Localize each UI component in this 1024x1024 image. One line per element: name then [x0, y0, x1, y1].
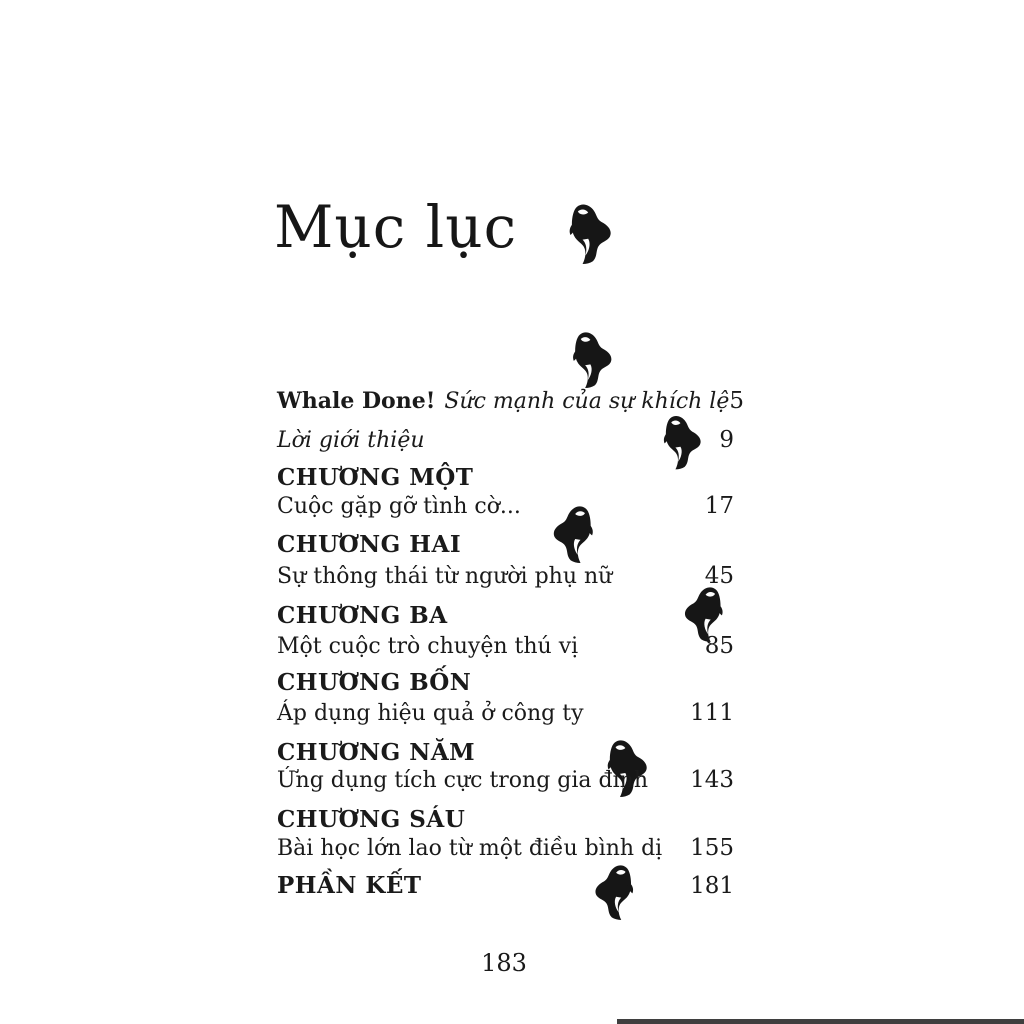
toc-chapter-heading-label: CHƯƠNG SÁU — [277, 806, 466, 833]
toc-entry-label — [277, 386, 729, 417]
toc-page-number: 181 — [690, 873, 734, 899]
toc-chapter-heading-label: CHƯƠNG BA — [277, 602, 448, 629]
toc-page-number: 111 — [690, 700, 734, 726]
toc-chapter-heading — [277, 668, 734, 698]
toc-page-number: 5 — [729, 388, 745, 414]
toc-chapter-heading-label: CHƯƠNG HAI — [277, 531, 462, 558]
toc-page-number: 9 — [719, 427, 734, 453]
toc-chapter-heading-label: CHƯƠNG NĂM — [277, 739, 476, 766]
toc-entry-intro — [277, 425, 734, 456]
toc-page-number: 45 — [704, 563, 734, 589]
toc-page-number: 85 — [704, 633, 734, 659]
toc-chapter-subtitle: Sự thông thái từ người phụ nữ — [277, 564, 613, 589]
toc-entry-book-title — [277, 386, 745, 417]
toc-chapter-heading — [277, 530, 734, 560]
toc-page-number: 143 — [690, 767, 734, 793]
toc-chapter-subtitle-row — [277, 491, 734, 522]
toc-page-number: 155 — [690, 835, 734, 861]
toc-entry-ending — [277, 871, 734, 901]
toc-book-title-bold: Whale Done! — [277, 388, 436, 414]
toc-chapter-heading — [277, 601, 734, 631]
toc-entry-label: Lời giới thiệu — [277, 428, 425, 453]
toc-chapter-subtitle: Ứng dụng tích cực trong gia đình — [277, 768, 648, 793]
orca-whale-icon — [571, 332, 615, 388]
toc-chapter-subtitle-row — [277, 698, 734, 729]
toc-chapter-subtitle: Bài học lớn lao từ một điều bình dị — [277, 836, 663, 861]
toc-chapter-heading — [277, 738, 734, 768]
toc-ending-heading-label: PHẦN KẾT — [277, 872, 422, 899]
footer-page-number: 183 — [481, 949, 527, 977]
toc-chapter-subtitle: Áp dụng hiệu quả ở công ty — [277, 701, 584, 726]
toc-chapter-heading-label: CHƯƠNG MỘT — [277, 464, 474, 491]
toc-page-number: 17 — [704, 493, 734, 519]
toc-chapter-subtitle-row — [277, 561, 734, 592]
toc-chapter-subtitle: Một cuộc trò chuyện thú vị — [277, 634, 579, 659]
toc-chapter-subtitle: Cuộc gặp gỡ tình cờ... — [277, 494, 521, 519]
toc-chapter-subtitle-row — [277, 631, 734, 662]
toc-chapter-subtitle-row — [277, 833, 734, 864]
toc-chapter-heading-label: CHƯƠNG BỐN — [277, 669, 472, 696]
orca-whale-icon — [564, 204, 618, 264]
toc-chapter-heading — [277, 805, 734, 835]
toc-chapter-heading — [277, 463, 734, 493]
toc-book-subtitle-italic: Sức mạnh của sự khích lệ — [444, 389, 730, 414]
page-title: Mục lục — [274, 193, 518, 261]
bottom-bar — [617, 1019, 1024, 1024]
toc-chapter-subtitle-row — [277, 765, 734, 796]
